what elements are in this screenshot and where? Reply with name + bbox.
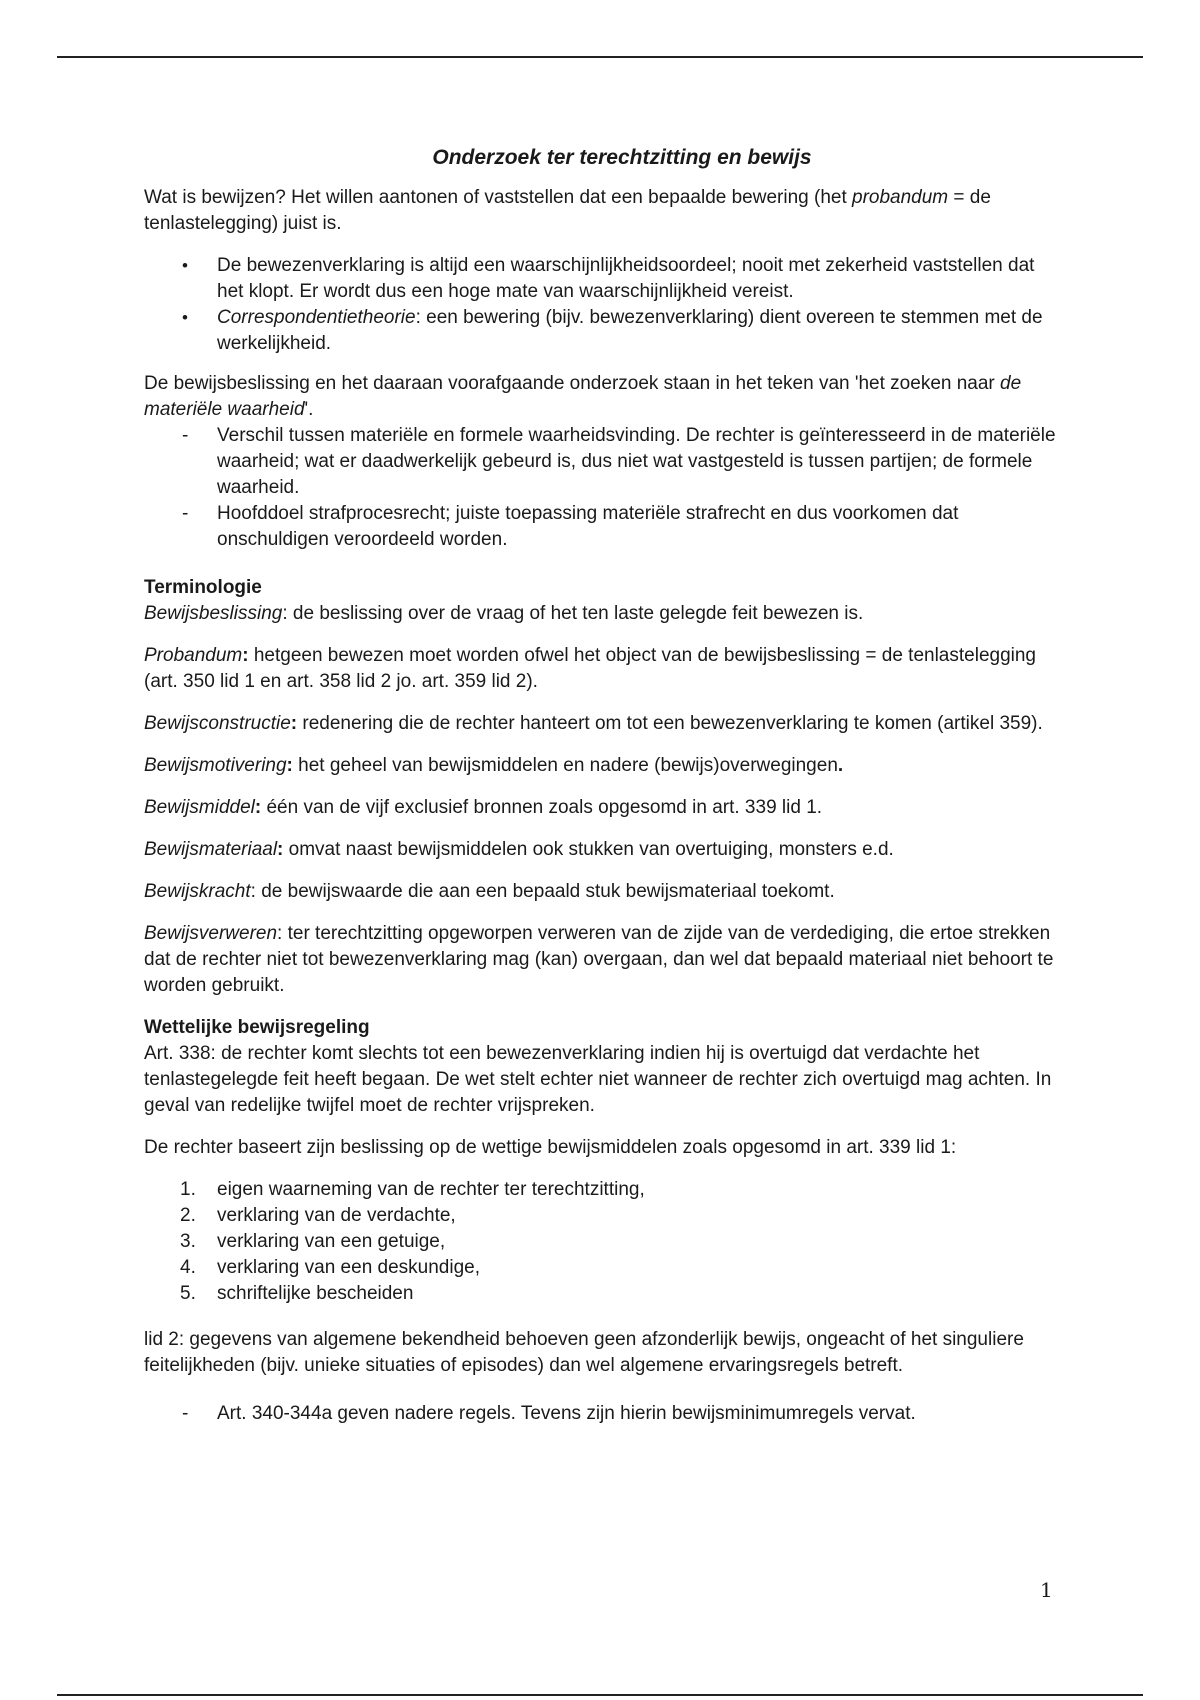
term-definition bbox=[144, 795, 1064, 821]
art339-intro: De rechter baseert zijn beslissing op de wettige bewijsmiddelen zoals opgesomd in art. 339 lid 1: bbox=[144, 1137, 957, 1158]
term-sep: : bbox=[277, 923, 283, 944]
page-number: 1 bbox=[1040, 1578, 1053, 1602]
term-text: de beslissing over de vraag of het ten laste gelegde feit bewezen is. bbox=[287, 603, 864, 624]
intro-text-1: Wat is bewijzen? Het willen aantonen of vaststellen dat een bepaalde bewering (het bbox=[144, 187, 853, 208]
bullet-marker: • bbox=[182, 256, 188, 275]
term-sep: : bbox=[242, 645, 249, 666]
term-text: omvat naast bewijsmiddelen ook stukken van overtuiging, monsters e.d. bbox=[283, 839, 894, 860]
term-definition bbox=[144, 643, 1064, 695]
term-sep: : bbox=[254, 797, 262, 818]
term-definition bbox=[144, 921, 1064, 999]
term-sep: : bbox=[286, 755, 293, 776]
legal-heading: Wettelijke bewijsregeling bbox=[144, 1017, 370, 1038]
term-definition bbox=[144, 601, 1064, 627]
list-text: eigen waarneming van de rechter ter terechtzitting, bbox=[217, 1179, 645, 1200]
term-sep: : bbox=[250, 881, 256, 902]
term-definition bbox=[144, 837, 1064, 863]
bullet-list bbox=[144, 253, 1064, 357]
terminology-heading: Terminologie bbox=[144, 577, 262, 598]
list-item bbox=[144, 305, 1064, 357]
list-text: schriftelijke bescheiden bbox=[217, 1283, 414, 1304]
term-name: Bewijskracht bbox=[144, 881, 251, 902]
list-item bbox=[144, 1281, 1064, 1307]
list-number: 1. bbox=[180, 1179, 196, 1200]
dash-text: Verschil tussen materiële en formele waarheidsvinding. De rechter is geïnteresseerd in de materiële waarheid; wat er daadwerkelijk gebeurd is, dus niet wat vastgesteld is tussen partijen; de formele waarheid. bbox=[217, 425, 1056, 498]
bullet-text: De bewezenverklaring is altijd een waarschijnlijkheidsoordeel; nooit met zekerheid vaststellen dat het klopt. Er wordt dus een hoge mate van waarschijnlijkheid vereist. bbox=[217, 255, 1035, 302]
art338-paragraph: Art. 338: de rechter komt slechts tot een bewezenverklaring indien hij is overtuigd dat verdachte het tenlastegelegde feit heeft begaan. De wet stelt echter niet wanneer de rechter zich overtuigd mag achten. In geval van redelijke twijfel moet de rechter vrijspreken. bbox=[144, 1043, 1052, 1116]
dash-marker: - bbox=[182, 1403, 189, 1424]
term-sep: : bbox=[290, 713, 298, 734]
document-body bbox=[144, 140, 1064, 1449]
term-name: Bewijsverweren bbox=[144, 923, 278, 944]
term-definition bbox=[144, 711, 1064, 737]
term-text: één van de vijf exclusief bronnen zoals opgesomd in art. 339 lid 1. bbox=[261, 797, 823, 818]
term-name: Bewijsconstructie bbox=[144, 713, 291, 734]
bullet-marker: • bbox=[182, 308, 188, 327]
term-sep: : bbox=[277, 839, 284, 860]
list-item bbox=[144, 1255, 1064, 1281]
list-item bbox=[144, 253, 1064, 305]
footer-rule bbox=[57, 1694, 1143, 1696]
dash-list-2 bbox=[144, 1401, 1064, 1427]
term-name: Probandum bbox=[144, 645, 243, 666]
term-definition bbox=[144, 753, 1064, 779]
material-truth-paragraph bbox=[144, 371, 1064, 423]
header-rule bbox=[57, 56, 1143, 58]
term-text: het geheel van bewijsmiddelen en nadere (bewijs)overwegingen bbox=[292, 755, 838, 776]
term-end: . bbox=[837, 755, 844, 776]
intro-paragraph bbox=[144, 185, 1064, 237]
term-definition bbox=[144, 879, 1064, 905]
term-name: Bewijsmotivering bbox=[144, 755, 287, 776]
list-item bbox=[144, 1177, 1064, 1203]
term-text: de bewijswaarde die aan een bepaald stuk bewijsmateriaal toekomt. bbox=[255, 881, 835, 902]
term-text: ter terechtzitting opgeworpen verweren van de zijde van de verdediging, die ertoe strekken dat de rechter niet tot bewezenverklaring mag (kan) overgaan, dan wel dat bepaald materiaal niet behoort te worden gebruikt. bbox=[144, 923, 1054, 996]
dash-text: Hoofddoel strafprocesrecht; juiste toepassing materiële strafrecht en dus voorkomen dat onschuldigen veroordeeld worden. bbox=[217, 503, 959, 550]
term-text: redenering die de rechter hanteert om tot een bewezenverklaring te komen (artikel 359). bbox=[297, 713, 1043, 734]
material-truth-text-1: De bewijsbeslissing en het daaraan voorafgaande onderzoek staan in het teken van 'het zoeken naar bbox=[144, 373, 1001, 394]
evidence-list bbox=[144, 1177, 1064, 1307]
list-item bbox=[144, 1401, 1064, 1427]
dash-list bbox=[144, 423, 1064, 553]
list-text: verklaring van een deskundige, bbox=[217, 1257, 481, 1278]
list-number: 2. bbox=[180, 1205, 196, 1226]
list-number: 4. bbox=[180, 1257, 196, 1278]
dash-text: Art. 340-344a geven nadere regels. Tevens zijn hierin bewijsminimumregels vervat. bbox=[217, 1403, 916, 1424]
list-item bbox=[144, 1229, 1064, 1255]
lid2-paragraph: lid 2: gegevens van algemene bekendheid behoeven geen afzonderlijk bewijs, ongeacht of het singuliere feitelijkheden (bijv. unieke situaties of episodes) dan wel algemene ervaringsregels betreft. bbox=[144, 1329, 1024, 1376]
term-name: Bewijsmiddel bbox=[144, 797, 255, 818]
list-item bbox=[144, 501, 1064, 553]
intro-italic: probandum bbox=[852, 187, 949, 208]
term-name: Bewijsbeslissing bbox=[144, 603, 283, 624]
dash-marker: - bbox=[182, 503, 189, 524]
list-number: 5. bbox=[180, 1283, 196, 1304]
term-text: hetgeen bewezen moet worden ofwel het object van de bewijsbeslissing = de tenlastelegging (art. 350 lid 1 en art. 358 lid 2 jo. art. 359 lid 2). bbox=[144, 645, 1036, 692]
material-truth-text-2: '. bbox=[304, 399, 314, 420]
bullet-italic: Correspondentietheorie bbox=[217, 307, 416, 328]
list-item bbox=[144, 423, 1064, 501]
list-text: verklaring van een getuige, bbox=[217, 1231, 446, 1252]
dash-marker: - bbox=[182, 425, 189, 446]
term-name: Bewijsmateriaal bbox=[144, 839, 278, 860]
list-item bbox=[144, 1203, 1064, 1229]
list-number: 3. bbox=[180, 1231, 196, 1252]
document-title: Onderzoek ter terechtzitting en bewijs bbox=[432, 146, 812, 169]
bullet-text: : een bewering (bijv. bewezenverklaring) dient overeen te stemmen met de werkelijkheid. bbox=[217, 307, 1043, 354]
material-truth-italic: de materiële waarheid bbox=[144, 373, 1022, 420]
term-sep: : bbox=[282, 603, 288, 624]
intro-text-2: = de tenlastelegging) juist is. bbox=[144, 187, 991, 234]
list-text: verklaring van de verdachte, bbox=[217, 1205, 456, 1226]
